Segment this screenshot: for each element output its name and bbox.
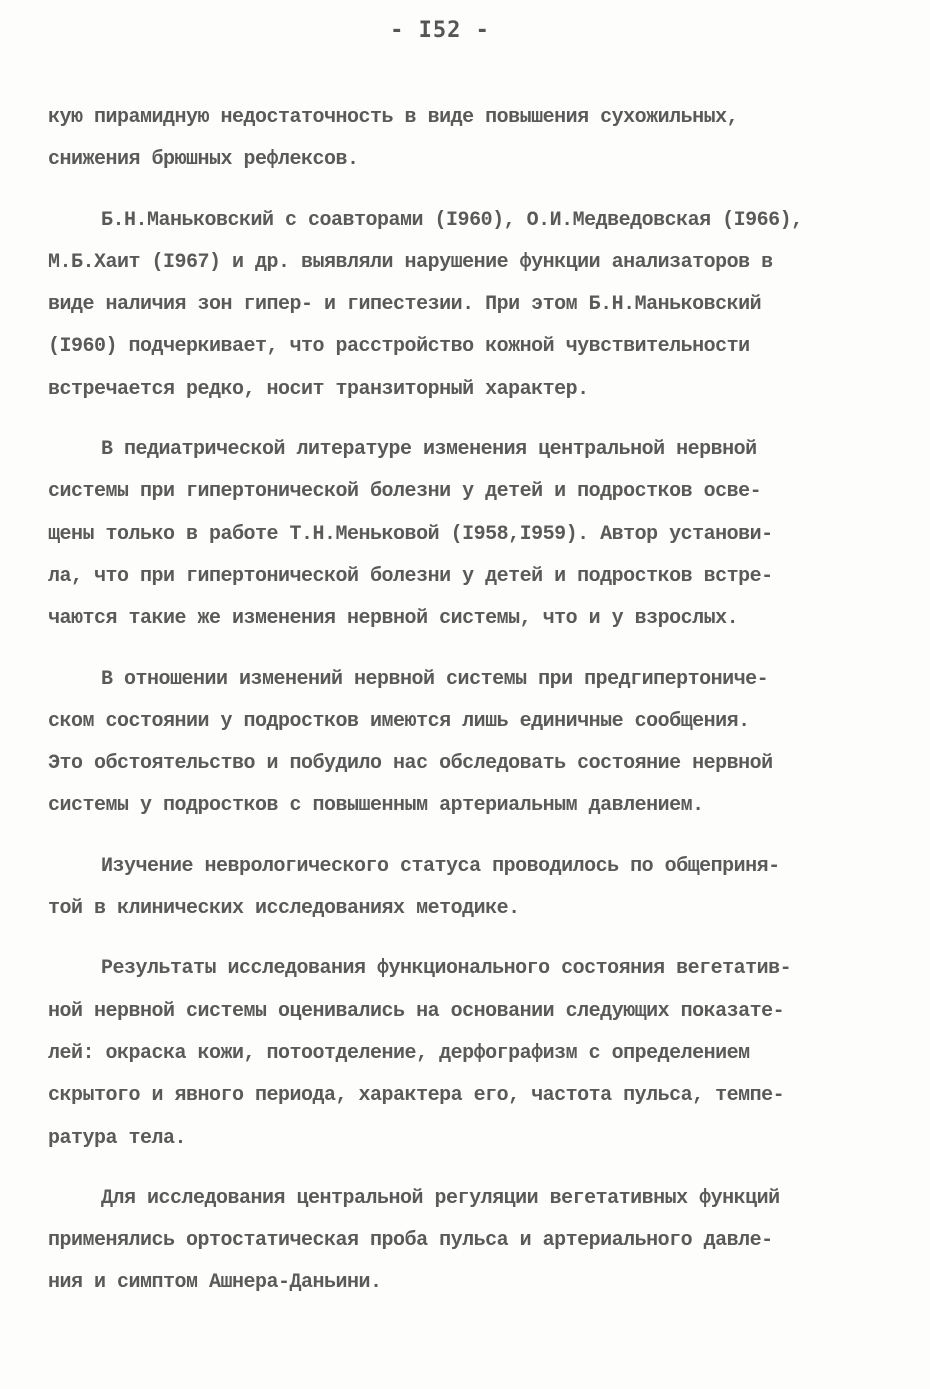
text-line: М.Б.Хаит (I967) и др. выявляли нарушение функции анализаторов в [48,250,773,274]
text-line: системы при гипертонической болезни у детей и подростков осве- [48,480,762,504]
text-line: Для исследования центральной регуляции вегетативных функций [101,1186,780,1210]
text-line: той в клинических исследованиях методике. [48,897,520,921]
body-text [48,97,878,1305]
paragraph [48,429,878,640]
text-line: лей: окраска кожи, потоотделение, дерфографизм с определением [48,1041,750,1065]
text-line: скрытого и явного периода, характера его, частота пульса, темпе- [48,1084,785,1108]
paragraph [48,97,878,182]
text-line: (I960) подчеркивает, что расстройство кожной чувствительности [48,335,750,359]
text-line: чаются такие же изменения нервной системы, что и у взрослых. [48,607,739,631]
text-line: встречается редко, носит транзиторный характер. [48,377,589,401]
text-line: кую пирамидную недостаточность в виде повышения сухожильных, [48,106,739,129]
text-line: Результаты исследования функционального состояния вегетатив- [101,957,792,981]
paragraph [48,200,878,411]
text-line: щены только в работе Т.Н.Меньковой (I958,I959). Автор установи- [48,522,773,546]
text-line: системы у подростков с повышенным артериальным давлением. [48,794,704,818]
text-line: Изучение неврологического статуса проводилось по общеприня- [101,854,780,878]
text-line: В педиатрической литературе изменения центральной нервной [101,438,757,462]
text-line: ния и симптом Ашнера-Даньини. [48,1271,382,1295]
text-line: В отношении изменений нервной системы при предгипертониче- [101,667,769,691]
paragraph [48,948,878,1159]
text-line: применялись ортостатическая проба пульса и артериального давле- [48,1229,773,1253]
paragraph [48,846,878,931]
paragraph [48,1178,878,1305]
text-line: ной нервной системы оценивались на основании следующих показате- [48,999,785,1023]
text-line: Это обстоятельство и побудило нас обследовать состояние нервной [48,752,773,776]
text-line: снижения брюшных рефлексов. [48,148,359,172]
text-line: виде наличия зон гипер- и гипестезии. При этом Б.Н.Маньковский [48,293,762,317]
paragraph [48,659,878,828]
text-line: ла, что при гипертонической болезни у детей и подростков встре- [48,564,773,588]
text-line: ском состоянии у подростков имеются лишь единичные сообщения. [48,709,750,733]
page-number: - I52 - [390,18,490,43]
text-line: ратура тела. [48,1126,187,1150]
text-line: Б.Н.Маньковский с соавторами (I960), О.И.Медведовская (I966), [101,208,803,232]
